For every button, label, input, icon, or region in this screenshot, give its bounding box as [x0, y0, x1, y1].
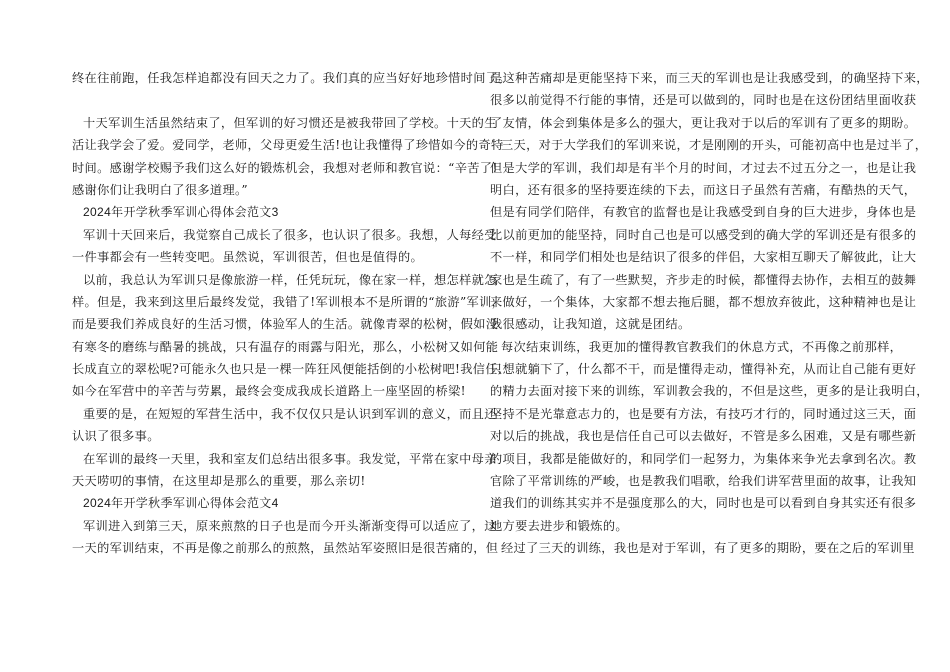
text-line: 明白，还有很多的坚持要连续的下去，而这日子虽然有苦痛，有酷热的天气， — [490, 182, 917, 197]
text-line: 每次结束训练，我更加的懂得教官教我们的休息方式，不再像之前那样， — [501, 339, 903, 354]
text-line: 但是大学的军训，我们却是有半个月的时间，才过去不过五分之一，也是让我 — [490, 160, 917, 175]
text-line: 长成直立的翠松呢?可能永久也只是一棵一阵狂风便能括倒的小松树吧!我信任, — [72, 362, 503, 377]
paragraph-gap — [72, 89, 458, 111]
right-column — [490, 67, 929, 560]
text-line: 官除了平常训练的严峻，也是教我们唱歌，给我们讲军营里面的故事，让我知 — [490, 474, 917, 489]
text-line: 一件事都会有一些转变吧。虽然说，军训很苦，但也是值得的。 — [72, 250, 424, 265]
text-line: 重要的是，在短短的军营生活中，我不仅仅只是认识到军训的意义，而且还 — [83, 406, 497, 421]
text-line: 十天军训生活虽然结束了，但军训的好习惯还是被我带回了学校。十天的生 — [83, 115, 497, 130]
text-line: 在军训的最终一天里，我和室友们总结出很多事。我发觉，平常在家中母亲 — [83, 451, 497, 466]
text-line: 感谢你们让我明白了很多道理。” — [72, 182, 249, 197]
text-line: 道我们的训练其实并不是强度那么的大，同时也是可以看到自身其实还有很多 — [490, 496, 917, 511]
text-line: 一天的军训结束，不再是像之前那么的煎熬，虽然站军姿照旧是很苦痛的，但 — [72, 541, 499, 556]
text-line: 终在往前跑，任我怎样追都没有回天之力了。我们真的应当好好地珍惜时间了。 — [72, 71, 511, 85]
text-line: 了友情，体会到集体是多么的强大，更让我对于以后的军训有了更多的期盼。 — [490, 115, 917, 130]
text-line: 来做好，一个集体，大家都不想去拖后腿，都不想放弃彼此，这种精神也是让 — [490, 294, 917, 309]
text-line: 样。但是，我来到这里后最终发觉，我错了!军训根本不是所谓的“旅游”军训， — [72, 294, 505, 309]
text-line: 是这种苦痛却是更能坚持下来，而三天的军训也是让我感受到，的确坚持下来， — [490, 71, 929, 85]
text-line: 天天唠叨的事情，在这里却是那么的重要，那么亲切! — [72, 474, 366, 489]
text-line: 地方要去进步和锻炼的。 — [490, 518, 628, 533]
text-line: 比以前更加的能坚持，同时自己也是可以感受到的确大学的军训还是有很多的 — [490, 227, 917, 242]
text-line: 军训进入到第三天，原来煎熬的日子也是而今开头渐渐变得可以适应了，这 — [83, 518, 497, 533]
section-heading: 2024年开学秋季军训心得体会范文4 — [83, 496, 279, 511]
text-line: 的项目，我都是能做好的，和同学们一起努力，为集体来争光去拿到名次。教 — [490, 451, 917, 466]
text-line: 但是有同学们陪伴，有教官的监督也是让我感受到自身的巨大进步，身体也是 — [490, 205, 917, 220]
text-line: 认识了很多事。 — [72, 429, 160, 444]
text-line: 坚持不是光靠意志力的，也是要有方法，有技巧才行的，同时通过这三天，面 — [490, 406, 917, 421]
text-line: 军训十天回来后，我觉察自己成长了很多，也认识了很多。我想，人每经受 — [83, 227, 497, 242]
left-column — [72, 67, 511, 560]
text-line: 只想就躺下了，什么都不干，而是懂得走动，懂得补充，从而让自己能有更好 — [490, 362, 917, 377]
text-line: 的精力去面对接下来的训练，军训教会我的，不但是这些，更多的是让我明白， — [490, 384, 929, 399]
text-line: 有寒冬的磨练与酷暑的挑战，只有温存的雨露与阳光，那么，小松树又如何能 — [72, 339, 499, 354]
section-heading: 2024年开学秋季军训心得体会范文3 — [83, 205, 279, 220]
text-line: 经过了三天的训练，我也是对于军训，有了更多的期盼，要在之后的军训里 — [501, 541, 915, 556]
text-line: 三天，对于大学我们的军训来说，才是刚刚的开头，可能初高中也是过半了， — [501, 138, 928, 153]
text-line: 如今在军营中的辛苦与劳累，最终会变成我成长道路上一座坚固的桥梁! — [72, 384, 466, 399]
text-line: 我很感动，让我知道，这就是团结。 — [490, 317, 691, 332]
text-line: 家也是生疏了，有了一些默契，齐步走的时候，都懂得去协作，去相互的鼓舞 — [490, 272, 917, 287]
text-line: 对以后的挑战，我也是信任自己可以去做好，不管是多么困难，又是有哪些新 — [490, 429, 917, 444]
text-line: 时间。感谢学校赐予我们这么好的锻炼机会，我想对老师和教官说：“辛苦了! — [72, 160, 498, 175]
text-line: 而是要我们养成良好的生活习惯，体验军人的生活。就像青翠的松树，假如没 — [72, 317, 499, 332]
text-line: 不一样，和同学们相处也是结识了很多的伴侣，大家相互聊天了解彼此，让大 — [490, 250, 917, 265]
text-line: 以前，我总认为军训只是像旅游一样，任凭玩玩，像在家一样，想怎样就怎 — [83, 272, 497, 287]
text-line: 很多以前觉得不行能的事情，还是可以做到的，同时也是在这份团结里面收获 — [490, 93, 917, 108]
text-line: 活让我学会了爱。爱同学，老师，父母更爱生活!也让我懂得了珍惜如今的奇特 — [72, 138, 504, 153]
